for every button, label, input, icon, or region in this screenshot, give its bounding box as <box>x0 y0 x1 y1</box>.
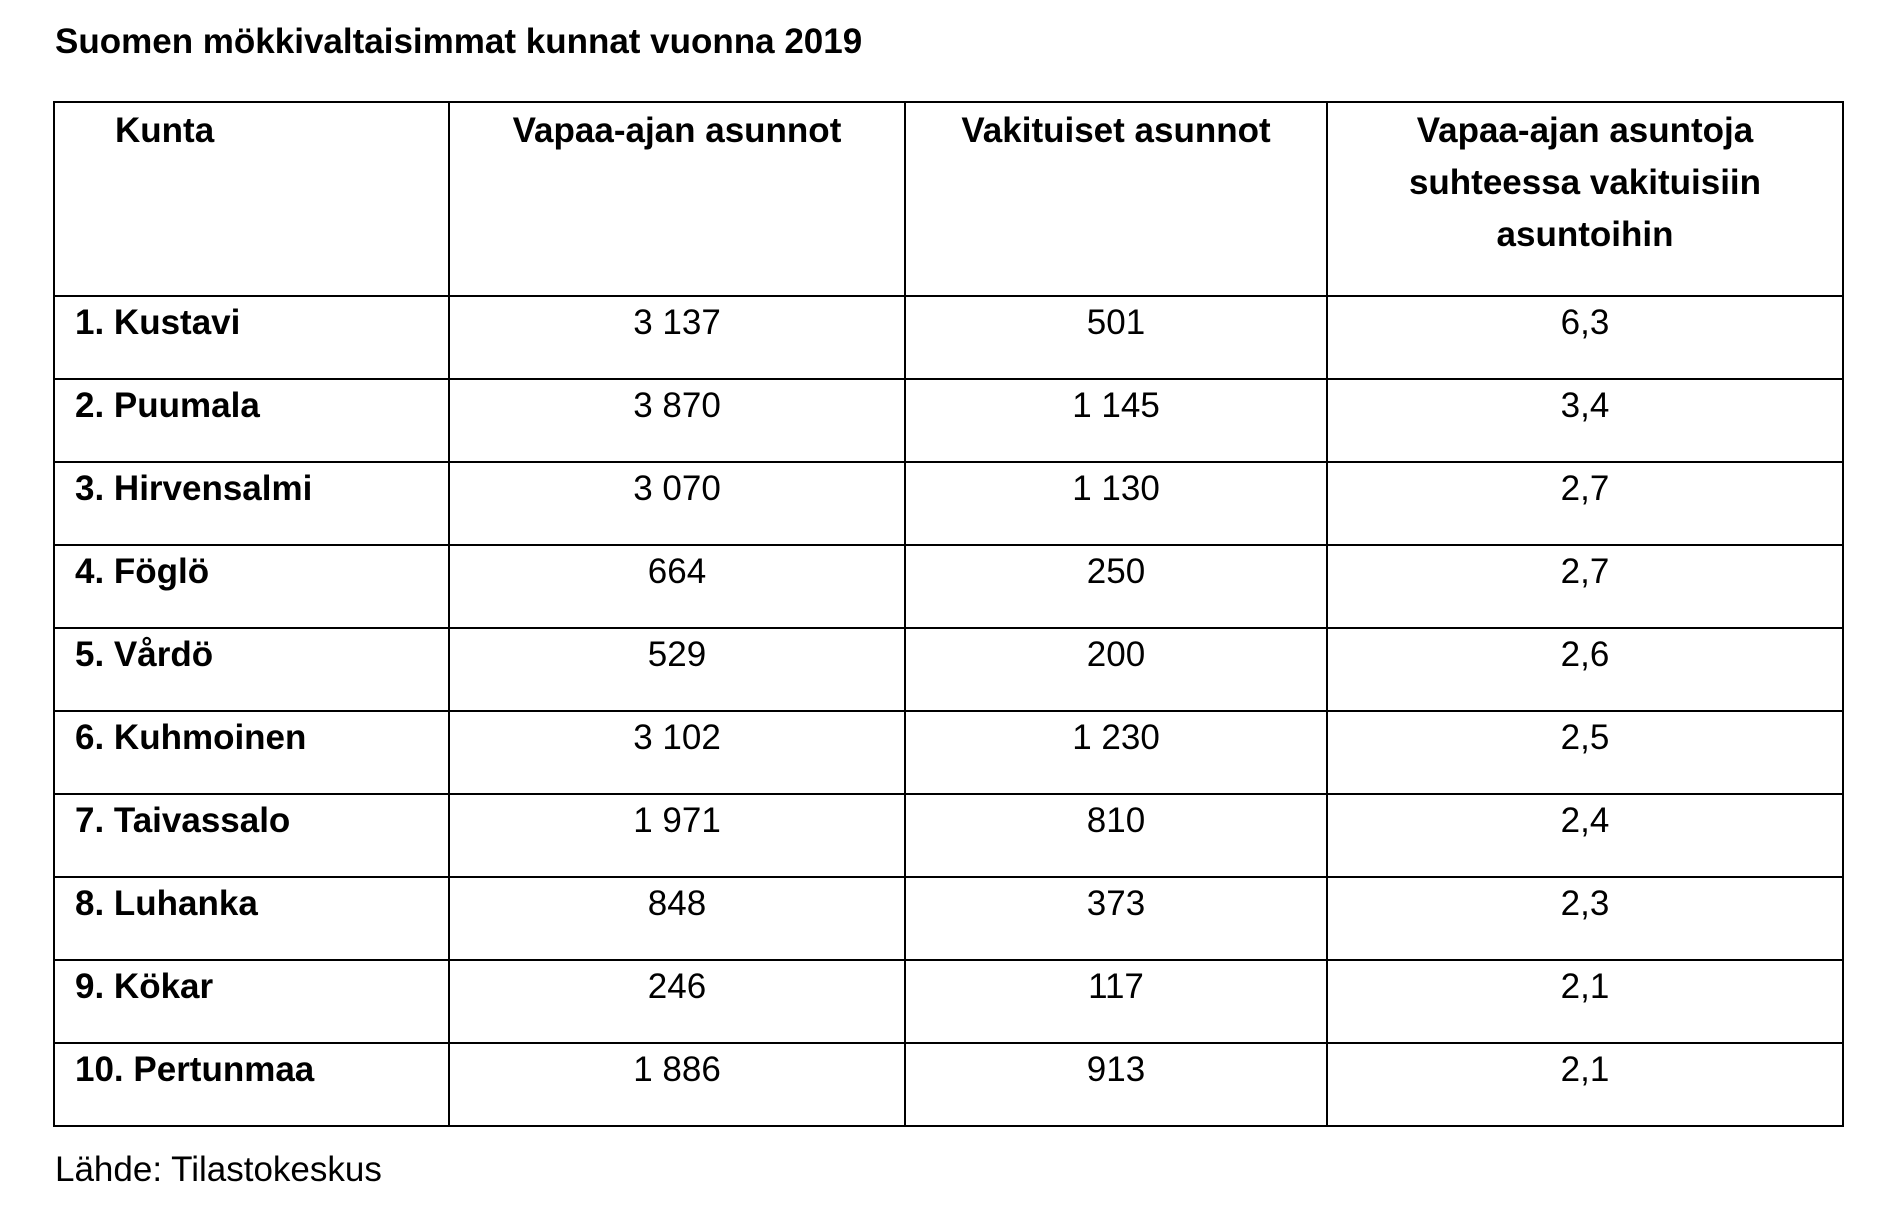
cell-kunta: 10. Pertunmaa <box>54 1043 449 1126</box>
cell-vapaa-ajan: 529 <box>449 628 905 711</box>
header-suhde: Vapaa-ajan asuntoja suhteessa vakituisiin asuntoihin <box>1327 102 1843 296</box>
table-row <box>54 877 1843 960</box>
cell-vapaa-ajan: 1 971 <box>449 794 905 877</box>
cell-suhde: 3,4 <box>1327 379 1843 462</box>
table-title: Suomen mökkivaltaisimmat kunnat vuonna 2019 <box>55 22 863 61</box>
cell-vapaa-ajan: 1 886 <box>449 1043 905 1126</box>
cell-kunta: 5. Vårdö <box>54 628 449 711</box>
source-note: Lähde: Tilastokeskus <box>55 1150 382 1189</box>
cell-suhde: 2,3 <box>1327 877 1843 960</box>
cell-kunta: 7. Taivassalo <box>54 794 449 877</box>
cell-vakituiset: 373 <box>905 877 1327 960</box>
table-row <box>54 296 1843 379</box>
header-vapaa-ajan-asunnot: Vapaa-ajan asunnot <box>449 102 905 296</box>
cell-vapaa-ajan: 3 070 <box>449 462 905 545</box>
cell-kunta: 8. Luhanka <box>54 877 449 960</box>
cell-suhde: 6,3 <box>1327 296 1843 379</box>
cell-kunta: 6. Kuhmoinen <box>54 711 449 794</box>
table-row <box>54 462 1843 545</box>
cell-suhde: 2,6 <box>1327 628 1843 711</box>
cell-suhde: 2,7 <box>1327 462 1843 545</box>
cell-vakituiset: 1 145 <box>905 379 1327 462</box>
cell-suhde: 2,5 <box>1327 711 1843 794</box>
cell-vakituiset: 501 <box>905 296 1327 379</box>
table-row <box>54 628 1843 711</box>
cell-suhde: 2,7 <box>1327 545 1843 628</box>
cell-vapaa-ajan: 3 870 <box>449 379 905 462</box>
table-row <box>54 545 1843 628</box>
header-kunta: Kunta <box>54 102 449 296</box>
cell-vapaa-ajan: 3 102 <box>449 711 905 794</box>
cell-kunta: 1. Kustavi <box>54 296 449 379</box>
cell-kunta: 2. Puumala <box>54 379 449 462</box>
table-row <box>54 960 1843 1043</box>
cell-suhde: 2,1 <box>1327 960 1843 1043</box>
cell-suhde: 2,4 <box>1327 794 1843 877</box>
cell-suhde: 2,1 <box>1327 1043 1843 1126</box>
cell-vakituiset: 117 <box>905 960 1327 1043</box>
cell-vapaa-ajan: 246 <box>449 960 905 1043</box>
cell-vakituiset: 1 230 <box>905 711 1327 794</box>
cell-vapaa-ajan: 848 <box>449 877 905 960</box>
cell-kunta: 9. Kökar <box>54 960 449 1043</box>
cell-vakituiset: 810 <box>905 794 1327 877</box>
cell-vakituiset: 200 <box>905 628 1327 711</box>
cell-vakituiset: 250 <box>905 545 1327 628</box>
data-table <box>53 101 1844 1127</box>
cell-vakituiset: 913 <box>905 1043 1327 1126</box>
table-row <box>54 379 1843 462</box>
table-row <box>54 794 1843 877</box>
cell-kunta: 4. Föglö <box>54 545 449 628</box>
cell-kunta: 3. Hirvensalmi <box>54 462 449 545</box>
header-vakituiset-asunnot: Vakituiset asunnot <box>905 102 1327 296</box>
cell-vapaa-ajan: 3 137 <box>449 296 905 379</box>
cell-vakituiset: 1 130 <box>905 462 1327 545</box>
cell-vapaa-ajan: 664 <box>449 545 905 628</box>
table-row <box>54 1043 1843 1126</box>
header-row <box>54 102 1843 296</box>
table-row <box>54 711 1843 794</box>
